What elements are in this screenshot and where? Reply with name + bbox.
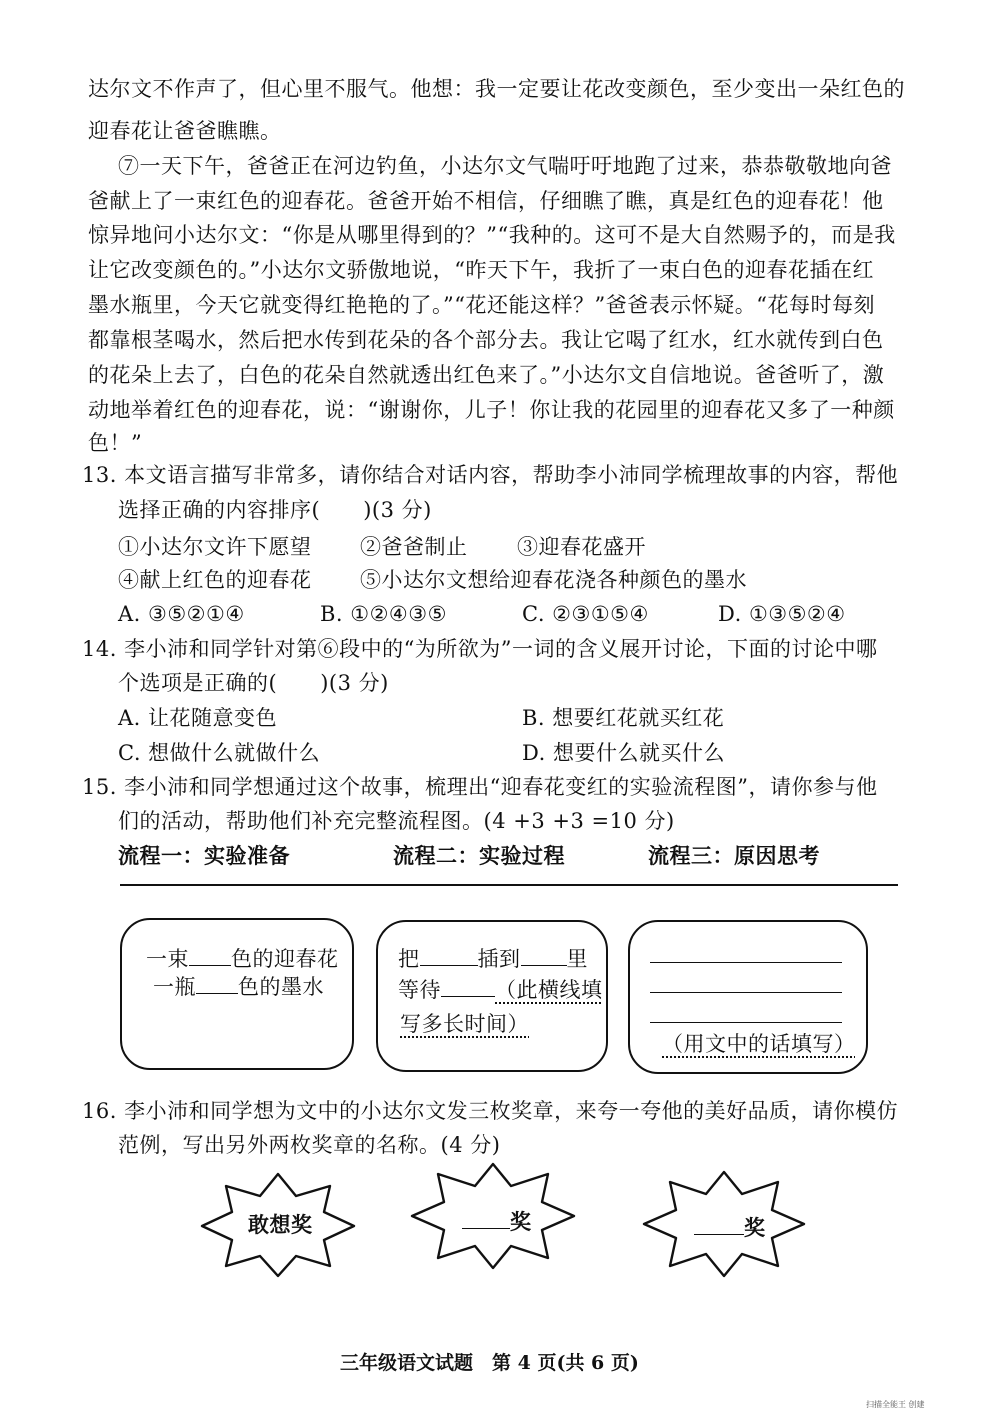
choice-option: A. 让花随意变色 [118,706,278,730]
badge-label: 敢想奖 [248,1212,313,1237]
question-stem: 范例，写出另外两枚奖章的名称。(4 分) [118,1133,501,1157]
flow-step-label: 流程一：实验准备 [118,843,290,868]
choice-option: A. ③⑤②①④ [118,602,245,626]
answer-line[interactable] [650,962,842,963]
answer-blank[interactable] [694,1214,744,1235]
badge-label: 奖 [694,1214,766,1241]
flow-divider [120,884,898,886]
question-stem: 选择正确的内容排序( )(3 分) [118,498,432,522]
passage-line: 色！” [88,431,143,455]
answer-blank[interactable] [189,945,231,966]
passage-line: ⑦一天下午，爸爸正在河边钓鱼，小达尔文气喘吁吁地跑了过来，恭恭敬敬地向爸 [118,154,892,178]
passage-line: 动地举着红色的迎春花，说：“谢谢你，儿子！你让我的花园里的迎春花又多了一种颜 [88,398,895,422]
choice-option: D. ①③⑤②④ [718,602,846,626]
answer-blank[interactable] [420,945,478,966]
question-stem: 14. 李小沛和同学针对第⑥段中的“为所欲为”一词的含义展开讨论，下面的讨论中哪 [82,637,878,661]
content-item: ①小达尔文许下愿望 [118,535,312,559]
passage-line: 爸献上了一束红色的迎春花。爸爸开始不相信，仔细瞧了瞧，真是红色的迎春花！他 [88,189,884,213]
question-stem: 16. 李小沛和同学想为文中的小达尔文发三枚奖章，来夸一夸他的美好品质，请你模仿 [82,1099,899,1123]
page-footer: 三年级语文试题 第 4 页(共 6 页) [340,1352,639,1374]
answer-blank[interactable] [521,945,567,966]
choice-option: B. 想要红花就买红花 [522,706,725,730]
passage-line: 都靠根茎喝水，然后把水传到花朵的各个部分去。我让它喝了红水，红水就传到白色 [88,328,884,352]
process-line-1: 把 插到 里 [398,947,588,971]
passage-line: 达尔文不作声了，但心里不服气。他想：我一定要让花改变颜色，至少变出一朵红色的 [88,77,905,101]
scanner-watermark: 扫描全能王 创建 [866,1400,925,1409]
flow-step-label: 流程三：原因思考 [648,843,820,868]
content-item: ⑤小达尔文想给迎春花浇各种颜色的墨水 [360,568,747,592]
process-line-3: 写多长时间） [400,1012,529,1036]
question-stem: 们的活动，帮助他们补充完整流程图。(4 +3 +3 =10 分) [118,809,675,833]
answer-line[interactable] [650,1022,842,1023]
question-stem: 个选项是正确的( )(3 分) [118,671,389,695]
choice-option: C. 想做什么就做什么 [118,741,321,765]
passage-line: 墨水瓶里，今天它就变得红艳艳的了。”“花还能这样？”爸爸表示怀疑。“花每时每刻 [88,293,875,317]
process-line-2: 等待 （此横线填 [398,978,603,1002]
question-stem: 13. 本文语言描写非常多，请你结合对话内容，帮助李小沛同学梳理故事的内容，帮他 [82,463,899,487]
passage-line: 让它改变颜色的。”小达尔文骄傲地说，“昨天下午，我折了一束白色的迎春花插在红 [88,258,874,282]
prep-line-1: 一束 色的迎春花 [146,947,339,971]
answer-blank[interactable] [462,1208,510,1229]
content-item: ②爸爸制止 [360,535,468,559]
passage-line: 的花朵上去了，白色的花朵自然就透出红色来了。”小达尔文自信地说。爸爸听了，激 [88,363,885,387]
badge-label: 奖 [462,1208,532,1235]
answer-blank[interactable] [196,973,238,994]
answer-line[interactable] [650,992,842,993]
flow-step-label: 流程二：实验过程 [393,843,565,868]
prep-line-2: 一瓶 色的墨水 [153,975,324,999]
answer-blank[interactable] [441,976,495,997]
choice-option: C. ②③①⑤④ [522,602,649,626]
choice-option: D. 想要什么就买什么 [522,741,725,765]
question-stem: 15. 李小沛和同学想通过这个故事，梳理出“迎春花变红的实验流程图”，请你参与他 [82,775,878,799]
reason-note: （用文中的话填写） [662,1032,856,1056]
passage-line: 惊异地问小达尔文：“你是从哪里得到的？”“我种的。这可不是大自然赐予的，而是我 [88,223,896,247]
passage-line: 迎春花让爸爸瞧瞧。 [88,119,282,143]
content-item: ④献上红色的迎春花 [118,568,312,592]
choice-option: B. ①②④③⑤ [320,602,447,626]
content-item: ③迎春花盛开 [517,535,646,559]
